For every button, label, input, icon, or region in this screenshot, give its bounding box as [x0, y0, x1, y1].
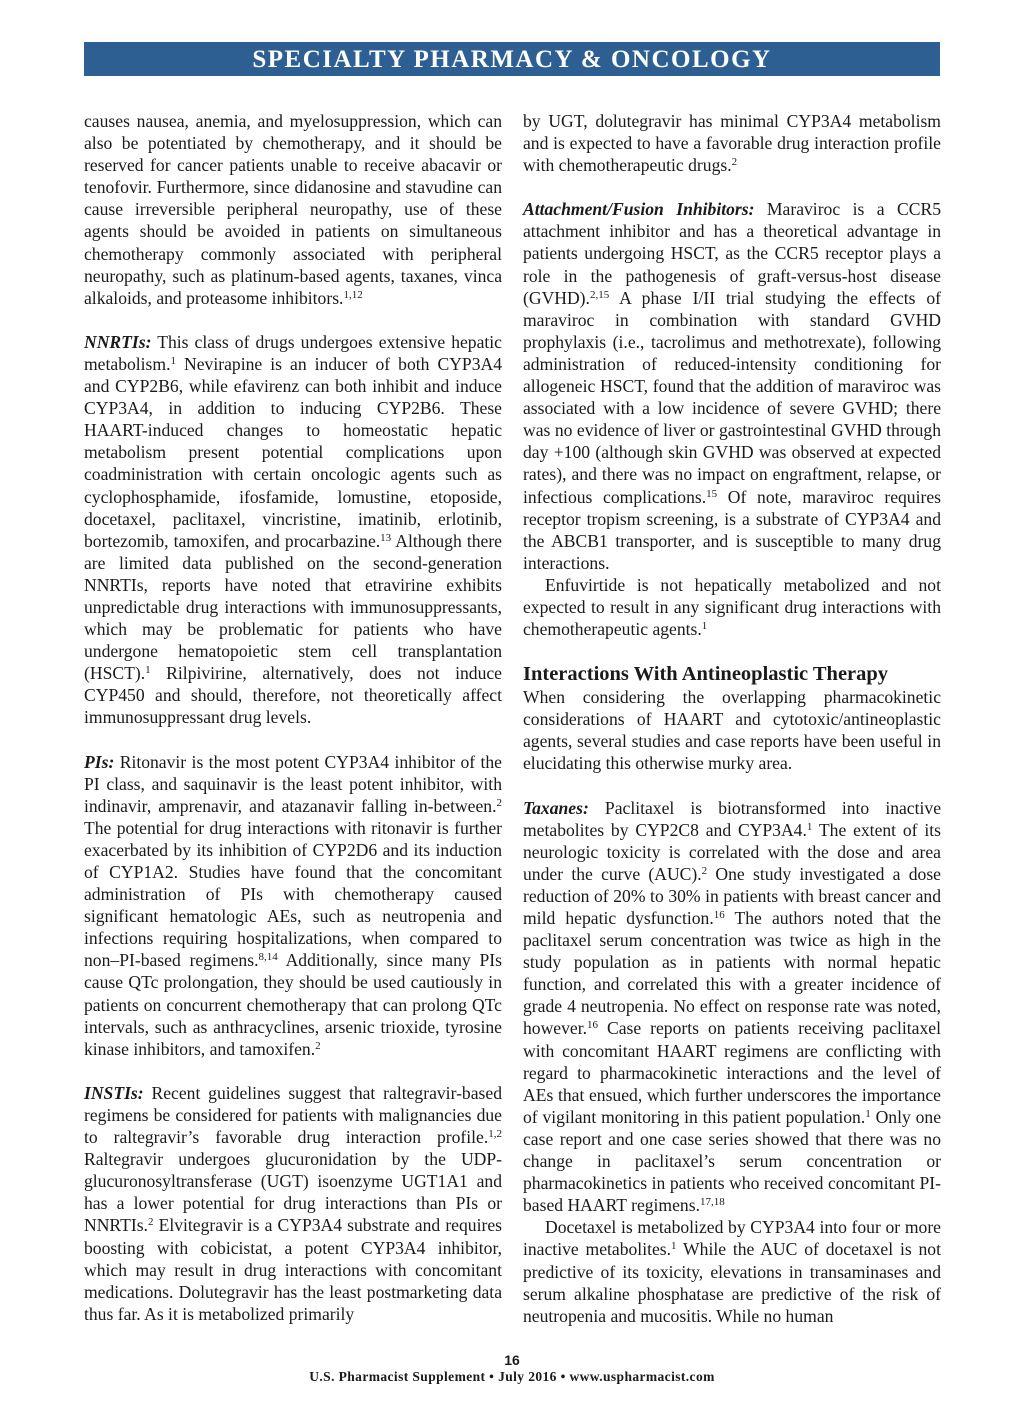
- runin-heading-nnrtis: NNRTIs:: [84, 331, 152, 352]
- citation: 2: [701, 864, 708, 877]
- citation: 2: [496, 796, 502, 809]
- citation: 1,12: [343, 288, 363, 301]
- runin-heading-taxanes: Taxanes:: [523, 797, 589, 818]
- citation: 1,2: [488, 1128, 502, 1141]
- publication-footer: U.S. Pharmacist Supplement • July 2016 • www.uspharmacist.com: [309, 1369, 715, 1384]
- left-column: [84, 110, 502, 1325]
- runin-heading-attachment-fusion: Attachment/Fusion Inhibitors:: [523, 199, 755, 220]
- citation: 2: [731, 156, 738, 169]
- paragraph-nnrtis: NNRTIs: This class of drugs undergoes extensive hepatic metabolism.$^1$ Nevirapine is an inducer of both CYP3A4 and CYP2B6, while efavirenz can both inhibit and induce CYP3A4, in addition to inducing CYP2B6. These HAART-induced changes to homeostatic hepatic metabolism present potential complications upon coadministration with certain oncologic agents such as cyclophosphamide, ifosfamide, lomustine, etoposide, docetaxel, paclitaxel, vincristine, imatinib, erlotinib, bortezomib, tamoxifen, and procarbazine.$^{13}$ Although there are limited data published on the second-generation NNRTIs, reports have noted that etravirine exhibits unpredictable drug interactions with immunosuppressants, which may be problematic for patients who have undergone hematopoietic stem cell transplantation (HSCT).$^1$ Rilpivirine, alternatively, does not induce CYP450 and should, therefore, not theoretically affect immunosuppressant drug levels.: [84, 331, 502, 728]
- citation: 13: [380, 531, 392, 544]
- citation: 1: [701, 620, 708, 633]
- citation: 1: [145, 664, 151, 677]
- citation: 1: [806, 820, 813, 833]
- paragraph-insti-continued: by UGT, dolutegravir has minimal CYP3A4 metabolism and is expected to have a favorable drug interaction profile with chemotherapeutic drugs.$^2$: [523, 111, 941, 176]
- citation: 16: [713, 909, 725, 921]
- citation: 1: [865, 1107, 871, 1120]
- paragraph-attachment-fusion: Attachment/Fusion Inhibitors: Maraviroc is a CCR5 attachment inhibitor and has a theoretical advantage in patients undergoing HSCT, as the CCR5 receptor plays a role in the pathogenesis of graft-versus-host disease (GVHD).$^{2,15}$ A phase I/II trial studying the effects of maraviroc in combination with standard GVHD prophylaxis (i.e., tacrolimus and methotrexate), following administration of reduced-intensity conditioning for allogeneic HSCT, found that the addition of maraviroc was associated with a low incidence of severe GVHD; there was no evidence of liver or gastrointestinal GVHD through day +100 (although skin GVHD was observed at expected rates), and there was no impact on engraftment, relapse, or infectious complications.$^{15}$ Of note, maraviroc requires receptor tropism screening, is a substrate of CYP3A4 and the ABCB1 transporter, and is susceptible to many drug interactions.: [523, 199, 942, 573]
- paragraph-enfuvirtide: Enfuvirtide is not hepatically metabolized and not expected to result in any significant drug interactions with chemotherapeutic agents.$^1$: [523, 574, 941, 640]
- right-column: [523, 110, 941, 1327]
- section-header-banner: [84, 42, 940, 76]
- paragraph-section-intro: When considering the overlapping pharmacokinetic considerations of HAART and cytotoxic/antineoplastic agents, several studies and case reports have been useful in elucidating this otherwise murky area.: [523, 687, 941, 774]
- paragraph-instis: INSTIs: Recent guidelines suggest that raltegravir-based regimens be considered for patients with malignancies due to raltegravir’s favorable drug interaction profile.$^{1,2}$ Raltegravir undergoes glucuronidation by the UDP-glucuronosyltransferase (UGT) isoenzyme UGT1A1 and has a lower potential for drug interactions than PIs or NNRTIs.$^2$ Elvitegravir is a CYP3A4 substrate and requires boosting with cobicistat, a potent CYP3A4 inhibitor, which may result in drug interactions with concomitant medications. Dolutegravir has the least postmarketing data thus far. As it is metabolized primarily: [84, 1082, 502, 1324]
- citation: 17,18: [699, 1196, 725, 1209]
- paragraph-nrti-continued: causes nausea, anemia, and myelosuppression, which can also be potentiated by chemotherapy, and it should be reserved for cancer patients unable to receive abacavir or tenofovir. Furthermore, since didanosine and stavudine can cause irreversible peripheral neuropathy, use of these agents should be avoided in patients on simultaneous chemotherapy commonly associated with peripheral neuropathy, such as platinum-based agents, taxanes, vinca alkaloids, and proteasome inhibitors.$^{1,12}$: [84, 111, 502, 308]
- paragraph-taxanes: Taxanes: Paclitaxel is biotransformed into inactive metabolites by CYP2C8 and CYP3A4.$^1$ The extent of its neurologic toxicity is correlated with the dose and area under the curve (AUC).$^2$ One study investigated a dose reduction of 20% to 30% in patients with breast cancer and mild hepatic dysfunction.$^{16}$ The authors noted that the paclitaxel serum concentration was twice as high in the study population as in patients with normal hepatic function, and correlated this with a greater incidence of grade 4 neutropenia. No effect on response rate was noted, however.$^{16}$ Case reports on patients receiving paclitaxel with concomitant HAART regimens are conflicting with regard to pharmacokinetic interactions and the level of AEs that ensued, which further underscores the importance of vigilant monitoring in this patient population.$^1$ Only one case report and one case series showed that there was no change in paclitaxel’s serum concentration or pharmacokinetics in patients who received concomitant PI-based HAART regimens.$^{17,18}$: [523, 797, 942, 1216]
- paragraph-pis: PIs: Ritonavir is the most potent CYP3A4 inhibitor of the PI class, and saquinavir is the least potent inhibitor, with indinavir, amprenavir, and atazanavir falling in-between.$^2$ The potential for drug interactions with ritonavir is further exacerbated by its inhibition of CYP2D6 and its induction of CYP1A2. Studies have found that the concomitant administration of PIs with chemotherapy caused significant hematologic AEs, such as neutropenia and infections requiring hospitalizations, when compared to non–PI-based regimens.$^{8,14}$ Additionally, since many PIs cause QTc prolongation, they should be used cautiously in patients on concurrent chemotherapy that can prolong QTc intervals, such as anthracyclines, arsenic trioxide, tyrosine kinase inhibitors, and tamoxifen.$^2$: [84, 751, 502, 1059]
- citation: 2: [315, 1039, 321, 1052]
- section-heading-antineoplastic: Interactions With Antineoplastic Therapy: [523, 663, 889, 686]
- citation: 2,15: [589, 288, 610, 301]
- runin-heading-instis: INSTIs:: [84, 1082, 144, 1103]
- runin-heading-pis: PIs:: [84, 751, 115, 772]
- paragraph-docetaxel: Docetaxel is metabolized by CYP3A4 into four or more inactive metabolites.$^1$ While the AUC of docetaxel is not predictive of its toxicity, elevations in transaminases and serum alkaline phosphatase are predictive of the risk of neutropenia and mucositis. While no human: [523, 1217, 941, 1326]
- citation: 1: [671, 1240, 677, 1253]
- citation: 2: [147, 1216, 154, 1229]
- citation: 8,14: [258, 951, 278, 964]
- citation: 16: [587, 1019, 599, 1032]
- citation: 15: [706, 487, 718, 500]
- section-header-title: SPECIALTY PHARMACY & ONCOLOGY: [252, 46, 772, 73]
- page-number: 16: [504, 1352, 520, 1368]
- citation: 1: [170, 354, 176, 367]
